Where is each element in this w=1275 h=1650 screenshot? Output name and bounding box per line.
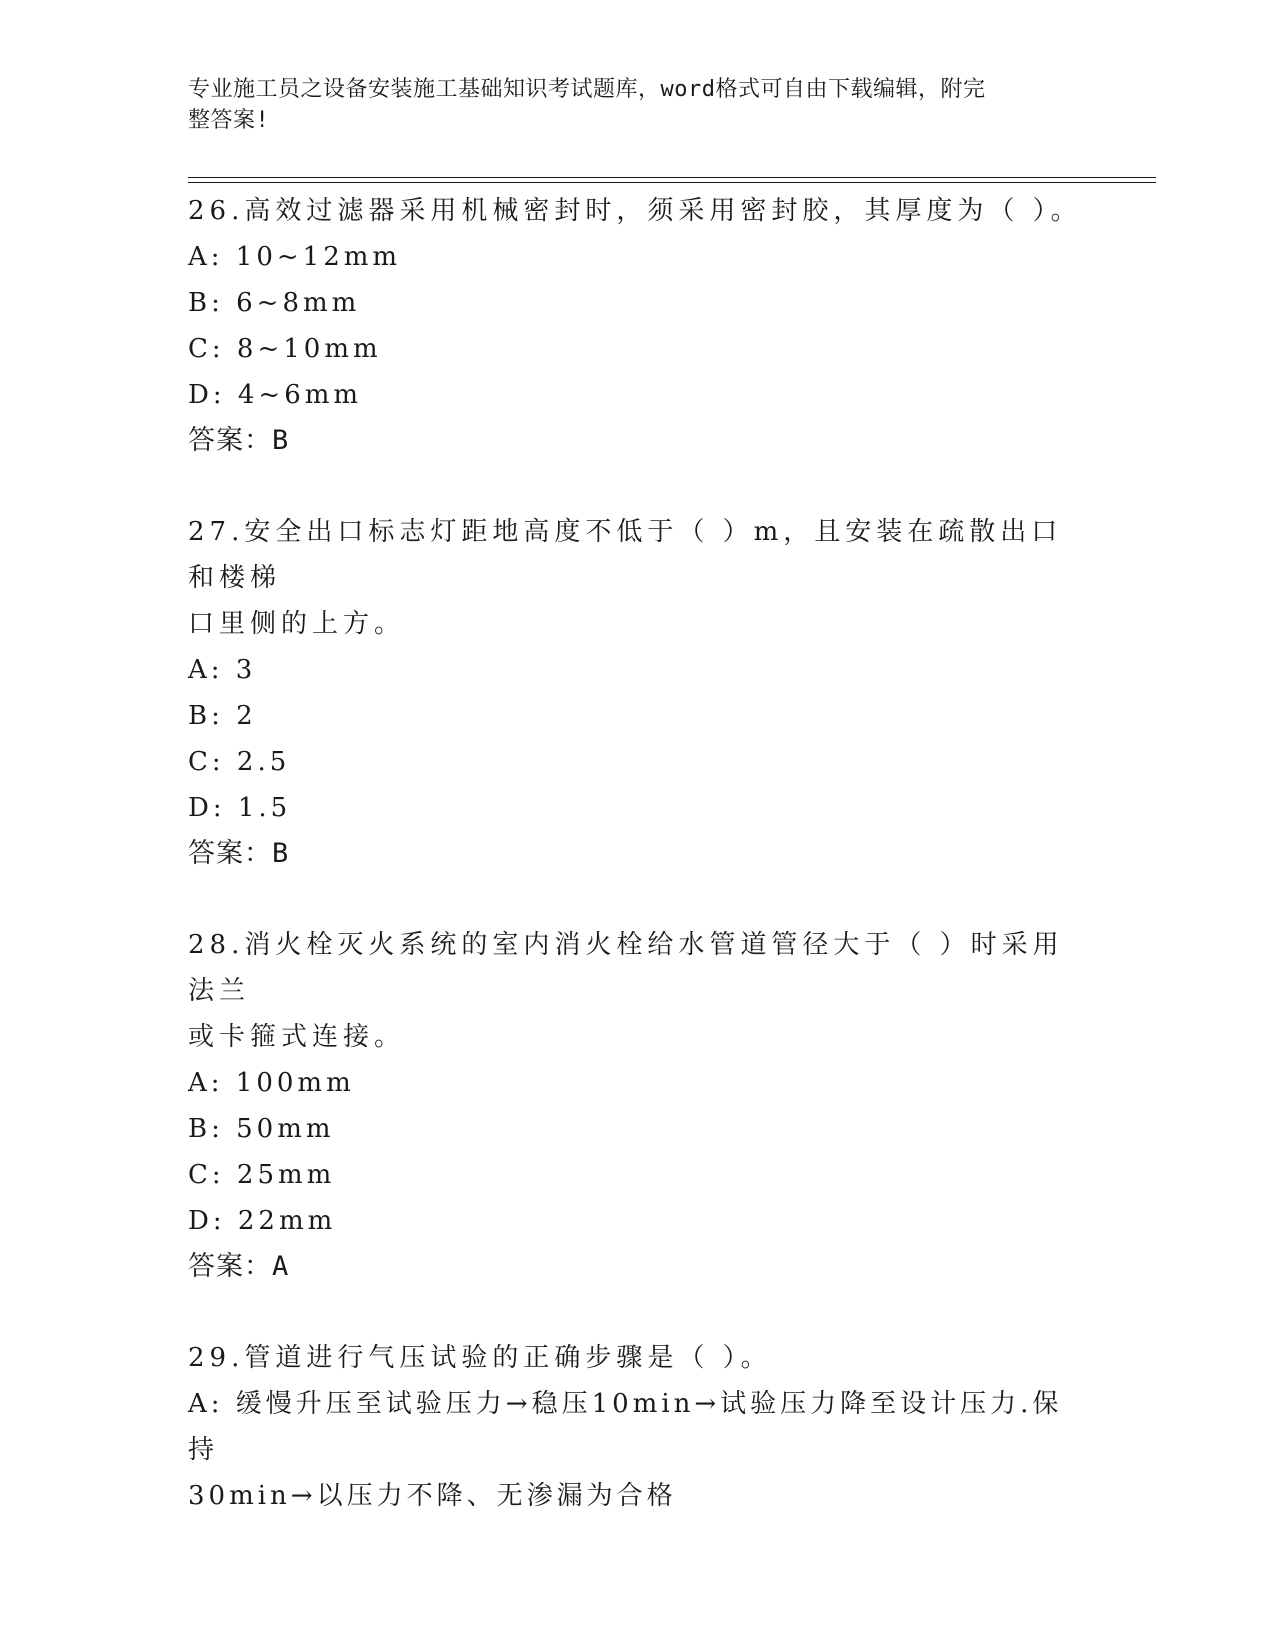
- option-b: B: 50mm: [188, 1114, 335, 1144]
- question-stem: 29.管道进行气压试验的正确步骤是（ ）。: [188, 1343, 772, 1373]
- header-divider-bottom: [188, 182, 1156, 183]
- option-a: A: 10~12mm: [188, 242, 402, 272]
- header-line: 专业施工员之设备安装施工基础知识考试题库，word格式可自由下载编辑，附完: [188, 77, 986, 102]
- question-stem: 26.高效过滤器采用机械密封时，须采用密封胶，其厚度为（ ）。: [188, 196, 1082, 226]
- question-29: [188, 1335, 1088, 1519]
- question-stem-continued: 或卡箍式连接。: [188, 1022, 406, 1052]
- answer-label: 答案：B: [188, 838, 290, 869]
- option-c: C: 2.5: [188, 747, 291, 777]
- question-27: [188, 509, 1088, 877]
- option-a-continued: 30min→以压力不降、无渗漏为合格: [188, 1481, 677, 1511]
- option-d: D: 22mm: [188, 1206, 337, 1236]
- document-header: [188, 74, 1068, 136]
- option-c: C: 25mm: [188, 1160, 336, 1190]
- question-26: [188, 188, 1088, 464]
- question-stem-continued: 口里侧的上方。: [188, 609, 406, 639]
- option-a: A: 100mm: [188, 1068, 355, 1098]
- answer-label: 答案：A: [188, 1251, 290, 1282]
- header-line: 整答案!: [188, 108, 270, 133]
- option-a: A: 缓慢升压至试验压力→稳压10min→试验压力降至设计压力.保持: [188, 1389, 1063, 1465]
- option-d: D: 1.5: [188, 793, 292, 823]
- question-list: [188, 188, 1088, 1564]
- question-stem: 28.消火栓灭火系统的室内消火栓给水管道管径大于（ ）时采用法兰: [188, 930, 1064, 1006]
- option-c: C: 8~10mm: [188, 334, 382, 364]
- option-b: B: 6~8mm: [188, 288, 361, 318]
- question-stem: 27.安全出口标志灯距地高度不低于（ ）m，且安装在疏散出口和楼梯: [188, 517, 1063, 593]
- answer-label: 答案：B: [188, 425, 290, 456]
- question-28: [188, 922, 1088, 1290]
- header-divider-top: [188, 177, 1156, 178]
- option-a: A: 3: [188, 655, 257, 685]
- option-d: D: 4~6mm: [188, 380, 363, 410]
- option-b: B: 2: [188, 701, 257, 731]
